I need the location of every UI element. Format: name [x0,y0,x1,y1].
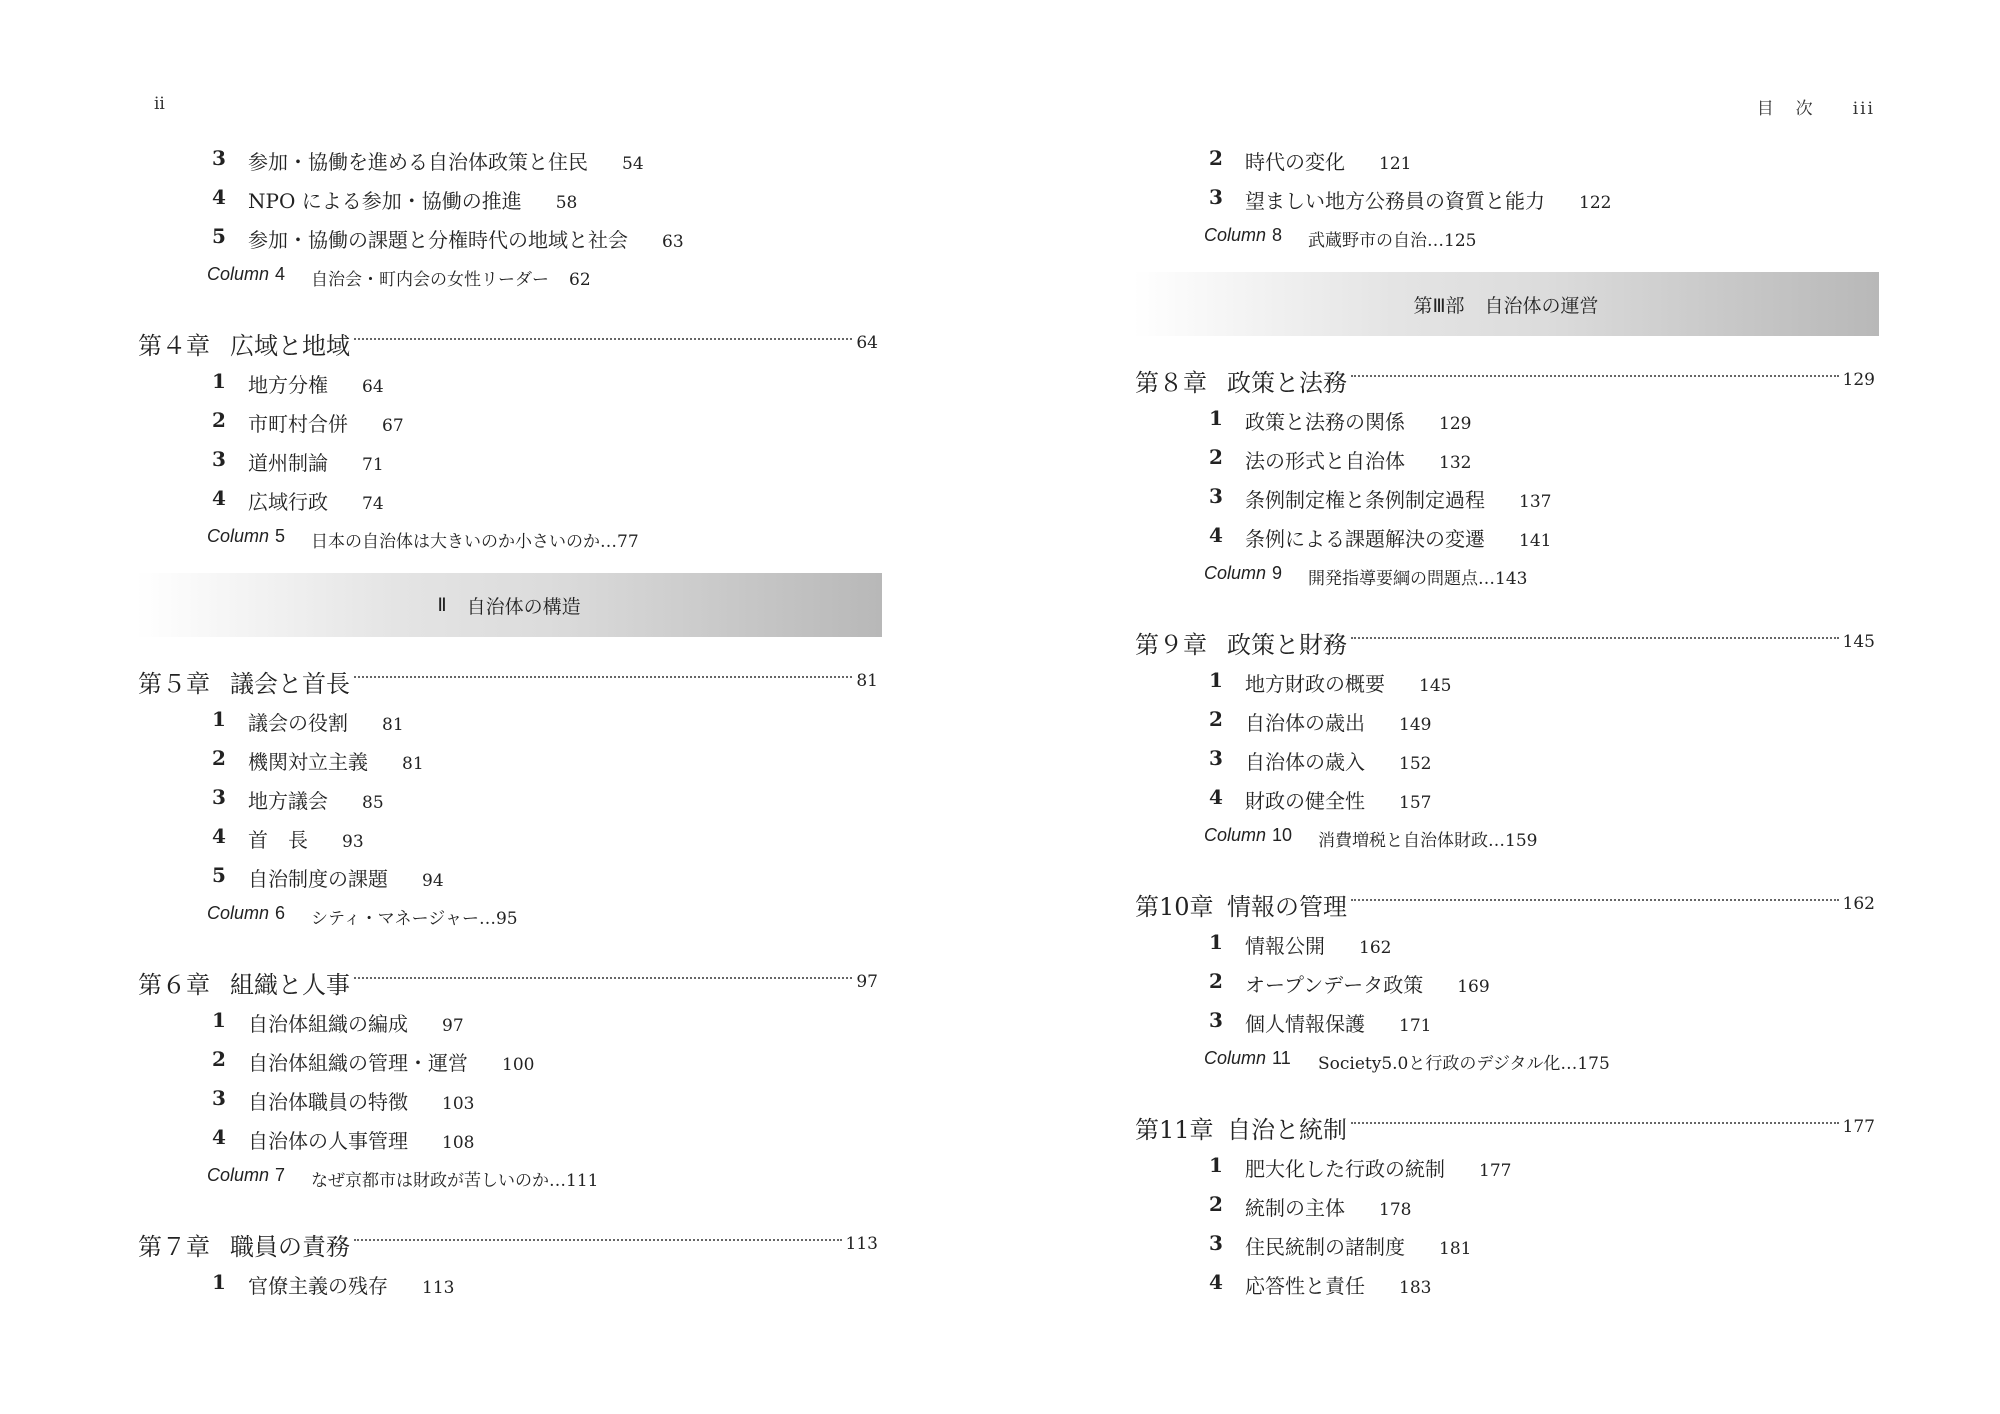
column-page: 62 [569,270,591,290]
toc-section[interactable] [138,1041,878,1080]
part-title: 自治体の構造 [466,595,581,618]
section-number: 4 [212,185,226,209]
chapter-page: 97 [856,972,878,992]
part-banner [136,573,882,637]
column-number: 6 [275,903,286,923]
leader-dots [1351,637,1839,639]
section-number: 2 [212,1047,226,1071]
toc-section[interactable] [1135,1264,1875,1303]
section-number: 1 [1209,406,1223,430]
chapter-title: 自治と統制 [1227,1115,1347,1144]
section-number: 2 [212,408,226,432]
column-label: Column [207,903,270,923]
section-number: 3 [1209,1231,1223,1255]
section-number: 5 [212,224,226,248]
section-title: 自治体組織の管理・運営 [248,1051,468,1075]
toc-section[interactable] [1135,140,1875,179]
section-title: 自治体組織の編成 [248,1012,408,1036]
section-title: 自治体職員の特徴 [248,1090,408,1114]
toc-column[interactable] [138,896,878,936]
chapter-title: 情報の管理 [1227,892,1347,921]
section-number: 4 [1209,785,1223,809]
toc-section[interactable] [138,179,878,218]
chapter-number: 第６章 [138,970,210,999]
toc-section[interactable] [1135,963,1875,1002]
chapter-page: 162 [1842,894,1875,914]
section-page: 67 [382,416,404,436]
section-page: 81 [402,754,424,774]
section-title: 肥大化した行政の統制 [1245,1157,1445,1181]
toc-column[interactable] [138,257,878,297]
section-page: 122 [1579,193,1612,213]
right-toc [1135,140,1875,1303]
section-number: 3 [212,1086,226,1110]
section-title: オープンデータ政策 [1245,973,1424,997]
section-title: 地方財政の概要 [1245,672,1385,696]
section-number: 2 [1209,969,1223,993]
section-page: 149 [1399,715,1432,735]
section-page: 100 [502,1055,535,1075]
chapter-title: 議会と首長 [230,669,350,698]
part-title: 自治体の運営 [1484,294,1599,317]
chapter-title: 組織と人事 [230,970,350,999]
chapter-page: 64 [856,333,878,353]
chapter-page: 177 [1842,1117,1875,1137]
part-banner [1133,272,1879,336]
toc-section[interactable] [1135,478,1875,517]
running-title: 目次 [1756,99,1835,119]
section-page: 121 [1379,154,1412,174]
section-page: 85 [362,793,384,813]
leader-dots [354,977,852,979]
toc-chapter-11[interactable] [1135,1107,1875,1147]
section-number: 3 [1209,185,1223,209]
section-title: 望ましい地方公務員の資質と能力 [1245,189,1545,213]
column-number: 7 [275,1165,286,1185]
left-folio: ii [154,94,165,114]
section-page: 183 [1399,1278,1432,1298]
toc-chapter-8[interactable] [1135,360,1875,400]
section-number: 2 [1209,146,1223,170]
section-number: 3 [212,447,226,471]
toc-chapter-7[interactable] [138,1224,878,1264]
column-title: 消費増税と自治体財政…159 [1318,831,1538,851]
section-page: 137 [1519,492,1552,512]
section-number: 4 [1209,523,1223,547]
toc-chapter-4[interactable] [138,323,878,363]
section-number: 1 [212,1270,226,1294]
toc-section[interactable] [138,140,878,179]
section-number: 3 [1209,1008,1223,1032]
section-page: 141 [1519,531,1552,551]
leader-dots [354,676,852,678]
column-title: なぜ京都市は財政が苦しいのか…111 [311,1171,599,1191]
section-title: 自治制度の課題 [248,867,388,891]
section-page: 157 [1399,793,1432,813]
section-page: 178 [1379,1200,1412,1220]
section-title: 自治体の歳出 [1245,711,1365,735]
column-title: 自治会・町内会の女性リーダー [311,270,549,290]
leader-dots [354,338,852,340]
section-page: 81 [382,715,404,735]
column-label: Column [207,1165,270,1185]
section-number: 3 [212,785,226,809]
section-title: 地方分権 [248,373,328,397]
chapter-number: 第10章 [1135,892,1214,921]
section-title: 機関対立主義 [248,750,368,774]
column-label: Column [207,264,270,284]
toc-section[interactable] [1135,517,1875,556]
section-number: 2 [1209,445,1223,469]
toc-section[interactable] [138,218,878,257]
section-title: 市町村合併 [248,412,348,436]
chapter-number: 第11章 [1135,1115,1214,1144]
section-title: 住民統制の諸制度 [1245,1235,1405,1259]
section-page: 171 [1399,1016,1432,1036]
section-page: 113 [422,1278,455,1298]
chapter-number: 第７章 [138,1232,210,1261]
chapter-title: 政策と法務 [1227,368,1347,397]
toc-chapter-9[interactable] [1135,622,1875,662]
column-label: Column [1204,825,1267,845]
section-title: 情報公開 [1245,934,1325,958]
toc-section[interactable] [138,402,878,441]
section-title: 議会の役割 [248,711,348,735]
toc-section[interactable] [1135,1225,1875,1264]
section-number: 2 [1209,707,1223,731]
chapter-title: 広域と地域 [230,331,350,360]
section-page: 54 [622,154,644,174]
section-number: 1 [212,707,226,731]
column-number: 4 [275,264,286,284]
toc-section[interactable] [1135,179,1875,218]
toc-section[interactable] [1135,1002,1875,1041]
column-label: Column [207,526,270,546]
section-number: 4 [212,1125,226,1149]
section-page: 132 [1439,453,1472,473]
section-title: 個人情報保護 [1245,1012,1365,1036]
column-title: 開発指導要綱の問題点…143 [1308,569,1528,589]
section-number: 2 [212,746,226,770]
section-page: 145 [1419,676,1452,696]
section-title: 財政の健全性 [1245,789,1365,813]
toc-column[interactable] [1135,218,1875,258]
section-number: 1 [1209,1153,1223,1177]
toc-section[interactable] [1135,779,1875,818]
chapter-page: 81 [856,671,878,691]
toc-section[interactable] [138,701,878,740]
toc-section[interactable] [138,1119,878,1158]
column-label: Column [1204,1048,1267,1068]
column-number: 10 [1272,825,1293,845]
toc-section[interactable] [138,857,878,896]
toc-section[interactable] [1135,439,1875,478]
section-title: 地方議会 [248,789,328,813]
section-title: 広域行政 [248,490,328,514]
section-title: NPO による参加・協働の推進 [248,189,522,213]
leader-dots [1351,375,1839,377]
toc-section[interactable] [1135,400,1875,439]
section-number: 2 [1209,1192,1223,1216]
toc-column[interactable] [1135,1041,1875,1081]
toc-column[interactable] [1135,556,1875,596]
section-number: 4 [212,486,226,510]
section-title: 法の形式と自治体 [1245,449,1405,473]
section-title: 参加・協働の課題と分権時代の地域と社会 [248,228,628,252]
right-page [1000,0,2000,1414]
section-title: 道州制論 [248,451,328,475]
section-title: 自治体の人事管理 [248,1129,408,1153]
section-number: 3 [212,146,226,170]
left-toc [138,140,878,1303]
section-page: 177 [1479,1161,1512,1181]
toc-column[interactable] [138,519,878,559]
section-page: 169 [1457,977,1490,997]
section-page: 108 [442,1133,475,1153]
section-number: 1 [1209,668,1223,692]
part-number: Ⅱ [437,594,447,616]
section-title: 応答性と責任 [1245,1274,1365,1298]
toc-section[interactable] [138,818,878,857]
section-title: 首 長 [248,828,308,852]
toc-section[interactable] [1135,1147,1875,1186]
toc-section[interactable] [138,1264,878,1303]
column-title: Society5.0と行政のデジタル化…175 [1318,1054,1610,1074]
chapter-title: 職員の責務 [230,1232,350,1261]
section-number: 4 [1209,1270,1223,1294]
section-title: 統制の主体 [1245,1196,1345,1220]
leader-dots [1351,1122,1839,1124]
section-page: 63 [662,232,684,252]
column-number: 11 [1272,1048,1291,1068]
chapter-number: 第８章 [1135,368,1207,397]
section-title: 官僚主義の残存 [248,1274,388,1298]
chapter-number: 第５章 [138,669,210,698]
section-title: 政策と法務の関係 [1245,410,1405,434]
column-label: Column [1204,225,1267,245]
toc-section[interactable] [138,480,878,519]
chapter-page: 129 [1842,370,1875,390]
toc-section[interactable] [138,363,878,402]
section-number: 1 [1209,930,1223,954]
section-number: 4 [212,824,226,848]
section-title: 参加・協働を進める自治体政策と住民 [248,150,588,174]
toc-chapter-10[interactable] [1135,884,1875,924]
section-page: 71 [362,455,384,475]
toc-section[interactable] [1135,924,1875,963]
right-running-head [1757,94,1875,119]
section-page: 162 [1359,938,1392,958]
section-page: 103 [442,1094,475,1114]
section-title: 時代の変化 [1245,150,1345,174]
toc-section[interactable] [1135,1186,1875,1225]
column-title: 日本の自治体は大きいのか小さいのか…77 [311,532,639,552]
section-page: 74 [362,494,384,514]
toc-section[interactable] [138,441,878,480]
column-title: 武蔵野市の自治…125 [1308,231,1477,251]
leader-dots [1351,899,1839,901]
part-number: 第Ⅲ部 [1413,294,1465,317]
leader-dots [354,1239,842,1241]
toc-column[interactable] [1135,818,1875,858]
column-title: シティ・マネージャー…95 [311,909,518,929]
chapter-page: 145 [1842,632,1875,652]
section-page: 97 [442,1016,464,1036]
right-folio: iii [1852,99,1875,119]
section-page: 129 [1439,414,1472,434]
section-page: 64 [362,377,384,397]
chapter-number: 第４章 [138,331,210,360]
section-number: 3 [1209,484,1223,508]
section-page: 181 [1439,1239,1472,1259]
toc-section[interactable] [138,1080,878,1119]
column-number: 8 [1272,225,1283,245]
section-number: 3 [1209,746,1223,770]
chapter-title: 政策と財務 [1227,630,1347,659]
toc-chapter-5[interactable] [138,661,878,701]
toc-section[interactable] [1135,662,1875,701]
toc-column[interactable] [138,1158,878,1198]
column-number: 5 [275,526,286,546]
section-page: 94 [422,871,444,891]
section-title: 条例による課題解決の変遷 [1245,527,1485,551]
toc-section[interactable] [138,1002,878,1041]
column-number: 9 [1272,563,1283,583]
section-page: 152 [1399,754,1432,774]
section-number: 1 [212,369,226,393]
toc-section[interactable] [138,740,878,779]
section-title: 条例制定権と条例制定過程 [1245,488,1485,512]
chapter-number: 第９章 [1135,630,1207,659]
toc-section[interactable] [1135,701,1875,740]
chapter-page: 113 [845,1234,878,1254]
section-number: 1 [212,1008,226,1032]
toc-section[interactable] [138,779,878,818]
section-title: 自治体の歳入 [1245,750,1365,774]
column-label: Column [1204,563,1267,583]
section-page: 93 [342,832,364,852]
section-page: 58 [555,193,578,213]
toc-section[interactable] [1135,740,1875,779]
toc-chapter-6[interactable] [138,962,878,1002]
section-number: 5 [212,863,226,887]
